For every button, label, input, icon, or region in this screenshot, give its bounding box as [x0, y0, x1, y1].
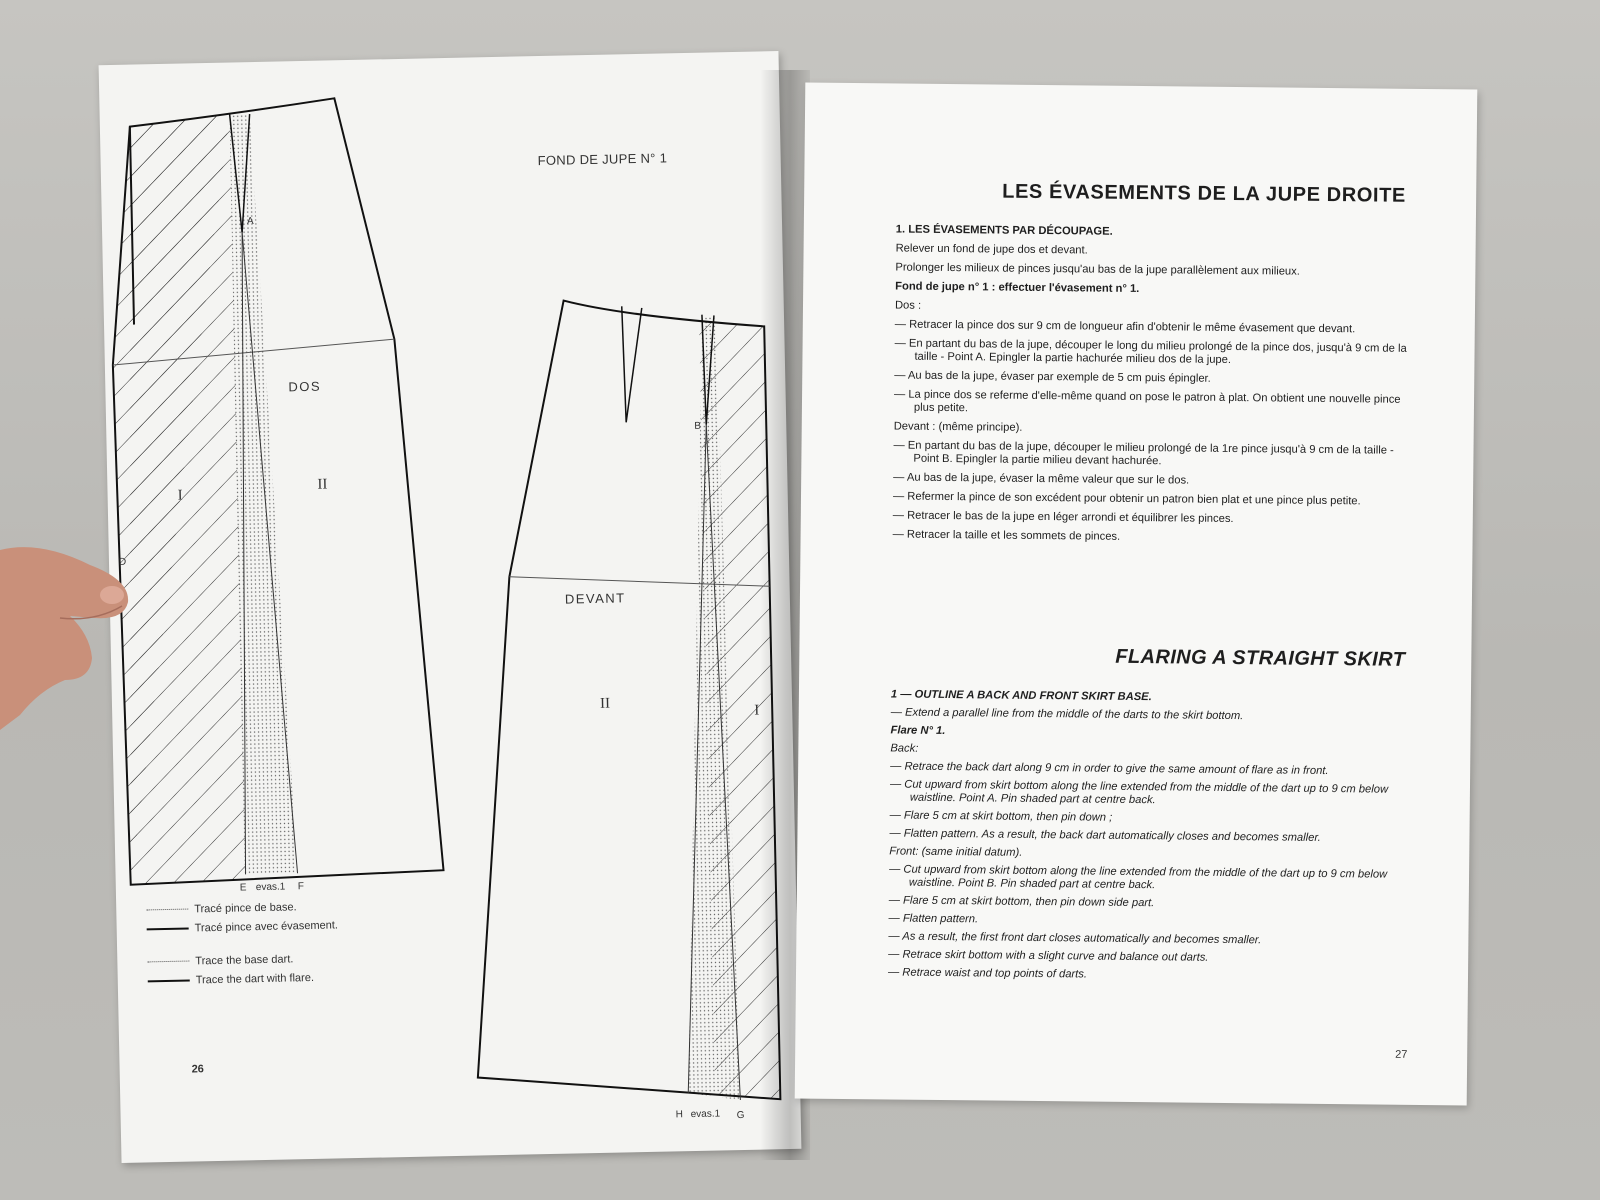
label-point-f: F — [297, 881, 305, 893]
label-point-e: E — [239, 882, 247, 894]
page-number-right: 27 — [1395, 1048, 1408, 1061]
paragraph: 1 — OUTLINE A BACK AND FRONT SKIRT BASE. — [890, 688, 1152, 704]
label-point-g: G — [736, 1109, 745, 1122]
legend-line-dotted — [147, 961, 189, 963]
legend-text: Trace the dart with flare. — [195, 971, 315, 986]
legend-row — [146, 915, 338, 938]
legend-row — [148, 967, 340, 990]
paragraph: — As a result, the first front dart closes automatically and becomes smaller. — [888, 930, 1262, 947]
hand — [0, 540, 140, 740]
paragraph: 1. LES ÉVASEMENTS PAR DÉCOUPAGE. — [895, 223, 1113, 238]
label-back-roman-1: I — [177, 487, 183, 504]
paragraph: Back: — [890, 742, 919, 755]
paragraph: Devant : (même principe). — [893, 420, 1023, 434]
label-evas-front: evas.1 — [690, 1108, 721, 1121]
paragraph: — Retracer la pince dos sur 9 cm de longueur afin d'obtenir le même évasement que devant. — [894, 318, 1356, 336]
paragraph: — Flare 5 cm at skirt bottom, then pin down ; — [889, 809, 1113, 824]
paragraph: — Extend a parallel line from the middle of the darts to the skirt bottom. — [890, 706, 1244, 723]
paragraph: — Au bas de la jupe, évaser par exemple de 5 cm puis épingler. — [894, 369, 1211, 385]
legend — [146, 896, 339, 990]
label-evas-back: evas.1 — [255, 881, 286, 894]
paragraph: — Flatten pattern. As a result, the back dart automatically closes and becomes smaller. — [889, 827, 1321, 844]
legend-line-dotted — [146, 909, 188, 911]
paragraph: — La pince dos se referme d'elle-même quand on pose le patron à plat. On obtient une nouvelle pince plus petite. — [894, 388, 1401, 415]
paragraph: — Retrace waist and top points of darts. — [887, 966, 1088, 981]
paragraph: — Retracer la taille et les sommets de pinces. — [892, 528, 1121, 543]
paragraph: Fond de jupe n° 1 : effectuer l'évasement n° 1. — [895, 280, 1140, 296]
paragraph: Dos : — [894, 299, 922, 312]
french-instructions — [892, 223, 1420, 552]
legend-text: Tracé pince de base. — [194, 900, 297, 915]
english-instructions — [888, 688, 1416, 989]
label-devant: DEVANT — [564, 590, 626, 607]
page-number-left: 26 — [191, 1063, 205, 1076]
left-page — [99, 51, 802, 1163]
paragraph: — Cut upward from skirt bottom along the line extended from the middle of the dart up to 9 cm below waistline. Point A. Pin shaded part at centre back. — [889, 778, 1389, 807]
label-point-a: A — [246, 216, 254, 228]
label-point-d: D — [118, 556, 127, 568]
paragraph: Relever un fond de jupe dos et devant. — [895, 242, 1088, 257]
legend-text: Tracé pince avec évasement. — [194, 918, 339, 934]
paragraph: — Au bas de la jupe, évaser la même valeur que sur le dos. — [893, 471, 1190, 487]
figure-title: FOND DE JUPE N° 1 — [537, 150, 668, 169]
label-back-roman-2: II — [317, 476, 328, 493]
paragraph: — Retracer le bas de la jupe en léger arrondi et équilibrer les pinces. — [892, 509, 1234, 526]
back-skirt-piece — [99, 58, 444, 885]
paragraph: — En partant du bas de la jupe, découper le milieu prolongé de la 1re pince jusqu'à 9 cm de la taille - Point B. Epingler la partie milieu devant hachurée. — [893, 439, 1394, 468]
legend-line-solid — [147, 927, 189, 930]
paragraph: Front: (same initial datum). — [889, 845, 1023, 859]
paragraph: — Flare 5 cm at skirt bottom, then pin down side part. — [888, 894, 1155, 910]
paragraph: — Refermer la pince de son excédent pour obtenir un patron bien plat et une pince plus petite. — [892, 490, 1361, 508]
front-skirt-piece — [462, 291, 796, 1117]
skirt-pattern-diagram — [99, 51, 802, 1163]
legend-line-solid — [148, 979, 190, 982]
label-front-roman-2: II — [599, 695, 611, 712]
label-dos: DOS — [288, 378, 322, 395]
paragraph: Flare N° 1. — [890, 724, 946, 738]
french-section-title: LES ÉVASEMENTS DE LA JUPE DROITE — [1002, 180, 1407, 207]
paragraph: — Retrace the back dart along 9 cm in order to give the same amount of flare as in front. — [890, 760, 1329, 778]
label-front-roman-1: I — [754, 702, 760, 719]
label-point-b: B — [694, 420, 702, 432]
paragraph: Prolonger les milieux de pinces jusqu'au bas de la jupe parallèlement aux milieux. — [895, 261, 1300, 278]
right-page — [795, 83, 1478, 1106]
paragraph: — Flatten pattern. — [888, 912, 979, 926]
label-point-h: H — [675, 1109, 684, 1121]
legend-text: Trace the base dart. — [195, 952, 294, 967]
paragraph: — Retrace skirt bottom with a slight curve and balance out darts. — [888, 948, 1209, 964]
paragraph: — Cut upward from skirt bottom along the line extended from the middle of the dart up to 9 cm below waistline. Point B. Pin shaded part at centre back. — [889, 863, 1388, 892]
paragraph: — En partant du bas de la jupe, découper le long du milieu prolongé de la pince dos, jusqu'à 9 cm de la taille - Point A. Epingler la partie hachurée milieu dos de la jupe. — [894, 337, 1407, 366]
english-section-title: FLARING A STRAIGHT SKIRT — [1115, 645, 1406, 671]
